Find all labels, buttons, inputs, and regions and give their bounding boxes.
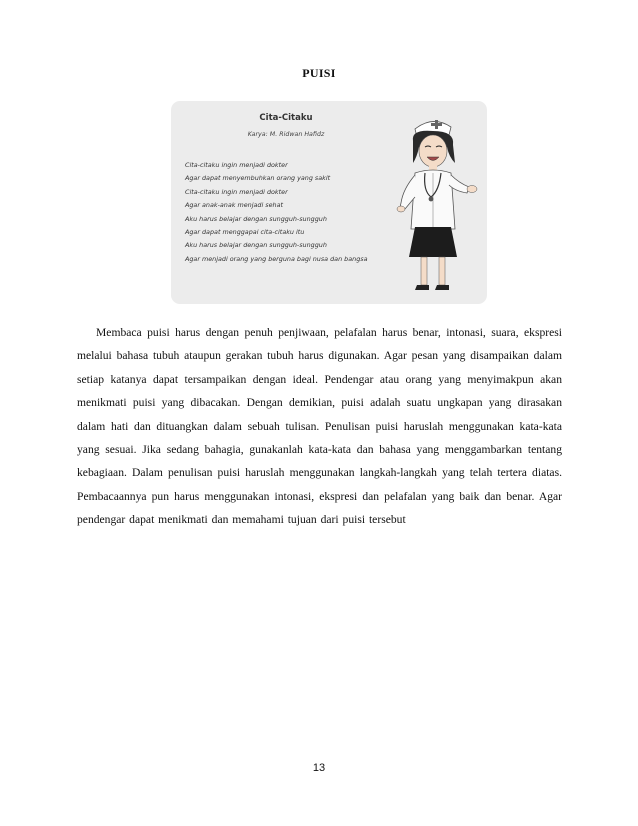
body-paragraph <box>77 321 562 532</box>
poem-line: Agar dapat menggapai cita-citaku itu <box>185 227 305 236</box>
page-number: 13 <box>312 762 326 774</box>
body-paragraph-text: Membaca puisi harus dengan penuh penjiwaan, pelafalan harus benar, intonasi, suara, ekspresi melalui bahasa tubuh ataupun gerakan tubuh harus digunakan. Agar pesan yang disampaikan dalam setiap katanya dapat tersampaikan dengan ideal. Pendengar atau orang yang menyimakpun akan menikmati puisi yang dibacakan. Dengan demikian, puisi adalah suatu ungkapan yang dirasakan dalam hati dan dituangkan dalam sebuah tulisan. Penulisan puisi haruslah menggunakan kata-kata yang sesuai. Jika sedang bahagia, gunakanlah kata-kata dan bahasa yang menggambarkan tentang kebagiaan. Dalam penulisan puisi haruslah menggunakan langkah-langkah yang telah tertera diatas. Pembacaannya pun harus menggunakan intonasi, ekspresi dan pelafalan yang baik dan benar. Agar pendengar dapat menikmati dan memahami tujuan dari puisi tersebut <box>77 326 562 527</box>
poem-line: Agar anak-anak menjadi sehat <box>185 201 284 210</box>
poem-line: Cita-citaku ingin menjadi dokter <box>185 187 288 196</box>
poem-line: Aku harus belajar dengan sungguh-sungguh <box>185 214 327 223</box>
poem-line: Agar dapat menyembuhkan orang yang sakit <box>185 174 331 183</box>
poem-author: Karya: M. Ridwan Hafidz <box>247 131 325 138</box>
girl-doctor-illustration <box>389 111 481 297</box>
poem-title: Cita-Citaku <box>259 113 313 123</box>
poem-card <box>171 101 487 304</box>
poem-lines <box>185 159 368 266</box>
poem-line: Cita-citaku ingin menjadi dokter <box>185 161 288 169</box>
poem-line: Agar menjadi orang yang berguna bagi nusa dan bangsa <box>185 254 368 263</box>
poem-line: Aku harus belajar dengan sungguh-sungguh <box>185 241 327 250</box>
page-heading: PUISI <box>302 66 336 80</box>
